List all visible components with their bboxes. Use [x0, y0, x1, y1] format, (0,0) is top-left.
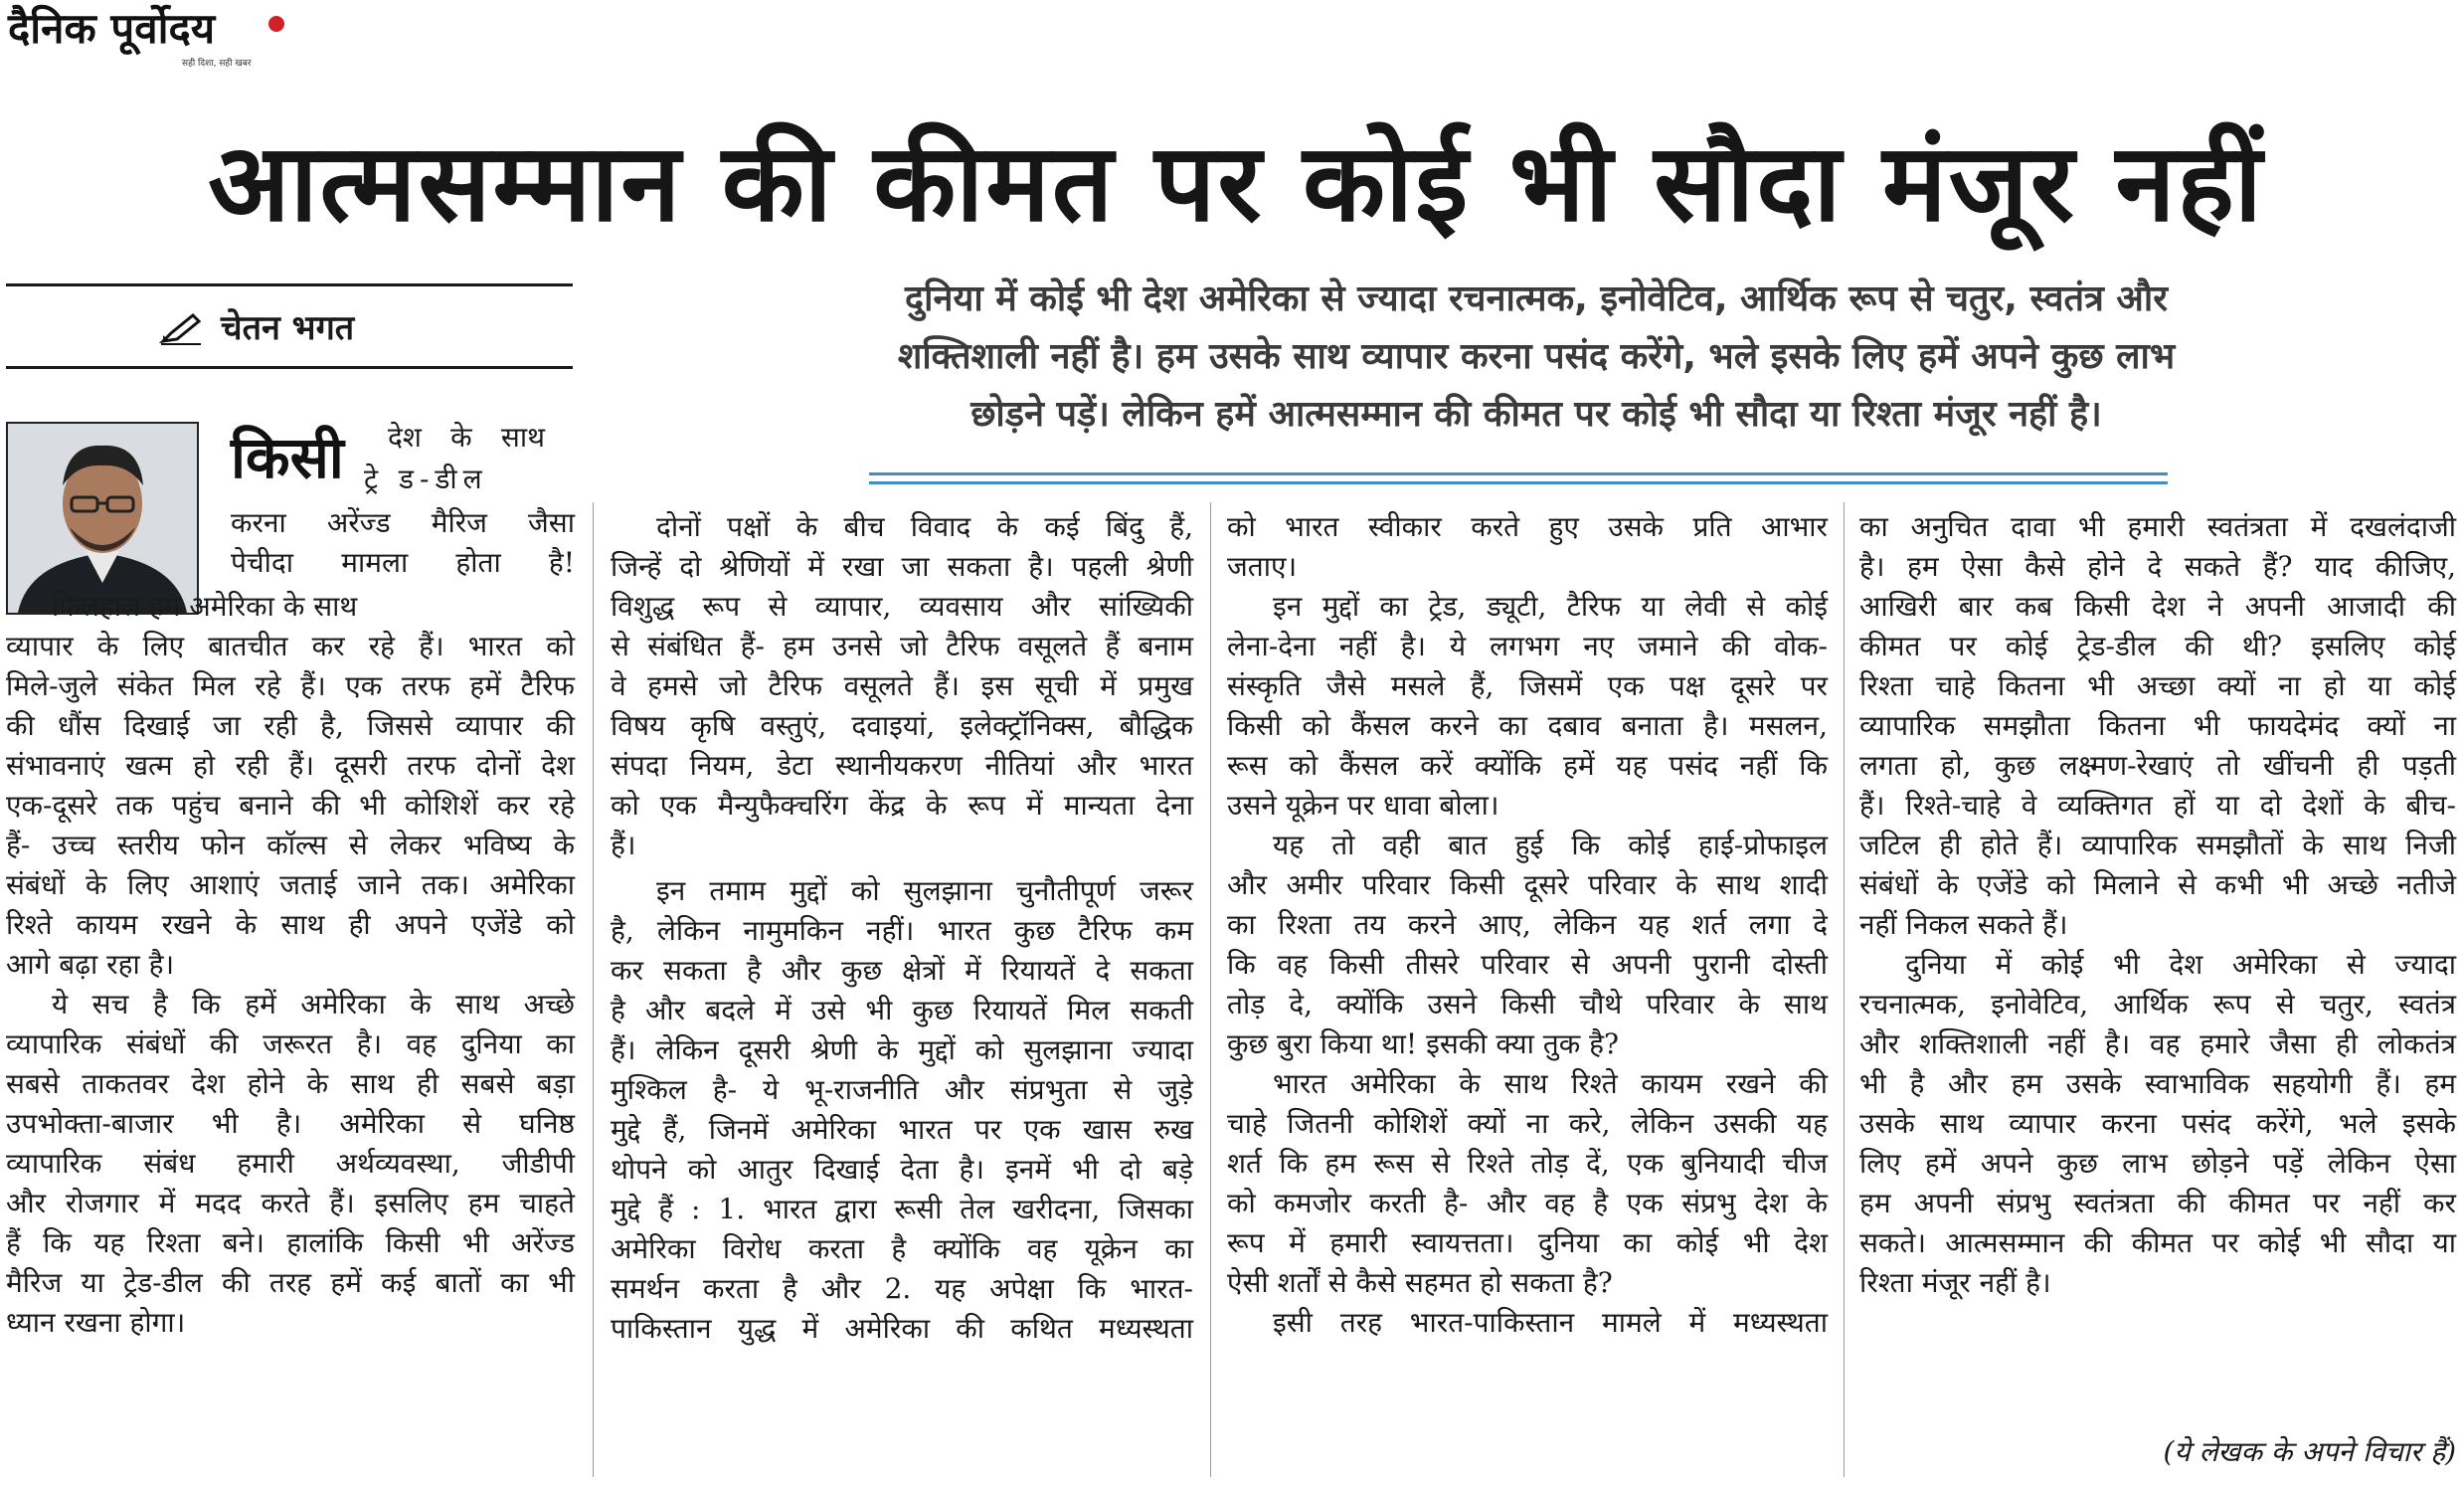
- standfirst-line: दुनिया में कोई भी देश अमेरिका से ज्यादा रचनात्मक, इनोवेटिव, आर्थिक रूप से चतुर, स्वतंत्र और: [905, 278, 2168, 319]
- article-line: व्यापारिक संबंधों की जरूरत है। वह दुनिया का: [6, 1027, 575, 1060]
- column-divider: [1210, 502, 1211, 1477]
- article-line: उपभोक्ता-बाजार भी है। अमेरिका से घनिष्ठ: [6, 1107, 575, 1140]
- article-line: उसने यूक्रेन पर धावा बोला।: [1227, 789, 1499, 822]
- column-divider: [593, 502, 594, 1477]
- article-line: कि वह किसी तीसरे परिवार से अपनी पुरानी दोस्ती: [1227, 948, 1828, 981]
- article-line: संपदा नियम, डेटा स्थानीयकरण नीतियां और भारत: [611, 749, 1193, 782]
- article-line: की धौंस दिखाई जा रही है, जिससे व्यापार की: [6, 709, 575, 742]
- standfirst-rule: [869, 472, 2168, 475]
- article-line: का रिश्ता तय करने आए, लेकिन यह शर्त लगा दे: [1227, 908, 1828, 941]
- article-line: हैं कि यह रिश्ता बने। हालांकि किसी भी अरेंज्ड: [6, 1226, 575, 1259]
- article-line: का अनुचित दावा भी हमारी स्वतंत्रता में दखलंदाजी: [1859, 510, 2456, 543]
- article-line: संबंधों के लिए आशाएं जताई जाने तक। अमेरिका: [6, 868, 575, 901]
- article-line: है। हम ऐसा कैसे होने दे सकते हैं? याद कीजिए,: [1859, 550, 2456, 583]
- article-line: ये सच है कि हमें अमेरिका के साथ अच्छे: [52, 988, 575, 1021]
- article-line: किसी को कैंसल करने का दबाव बनाता है। मसलन,: [1227, 709, 1828, 742]
- article-line: ऐसी शर्तों से कैसे सहमत हो सकता है?: [1227, 1266, 1613, 1299]
- lead-word: किसी: [231, 424, 344, 491]
- byline-bottom-rule: [6, 366, 573, 369]
- article-line: कुछ बुरा किया था! इसकी क्या तुक है?: [1227, 1027, 1620, 1060]
- article-line: भारत अमेरिका के साथ रिश्ते कायम रखने की: [1273, 1067, 1828, 1100]
- article-line: उसके साथ व्यापार करना पसंद करेंगे, भले इसके: [1859, 1107, 2456, 1140]
- article-line: रिश्ते कायम रखने के साथ ही अपने एजेंडे को: [6, 908, 575, 941]
- article-line: इन तमाम मुद्दों को सुलझाना चुनौतीपूर्ण जरूर: [656, 874, 1193, 907]
- article-line: रूप में हमारी स्वायत्तता। दुनिया का कोई भी देश: [1227, 1226, 1828, 1259]
- article-line: फिलहाल हम अमेरिका के साथ: [52, 590, 358, 623]
- article-line: भी है और हम उसके स्वाभाविक सहयोगी हैं। हम: [1859, 1067, 2456, 1100]
- article-line: हैं।: [611, 829, 636, 861]
- article-line: कीमत पर कोई ट्रेड-डील की थी? इसलिए कोई: [1859, 630, 2456, 662]
- lead-line: पेचीदा मामला होता है!: [231, 546, 575, 579]
- article-line: संभावनाएं खत्म हो रही हैं। दूसरी तरफ दोनों देश: [6, 749, 575, 782]
- article-line: को एक मैन्युफैक्चरिंग केंद्र के रूप में मान्यता देना: [611, 789, 1193, 822]
- article-line: सबसे ताकतवर देश होने के साथ ही सबसे बड़ा: [6, 1067, 575, 1100]
- masthead-logo: [8, 6, 306, 76]
- article-line: एक-दूसरे तक पहुंच बनाने की भी कोशिशें कर रहे: [6, 789, 575, 822]
- logo-dot-icon: [268, 16, 284, 32]
- article-line: जिन्हें दो श्रेणियों में रखा जा सकता है। पहली श्रेणी: [611, 550, 1193, 583]
- article-line: पाकिस्तान युद्ध में अमेरिका की कथित मध्यस्थता: [611, 1312, 1193, 1345]
- article-line: इसी तरह भारत-पाकिस्तान मामले में मध्यस्थता: [1273, 1306, 1828, 1339]
- article-line: हैं- उच्च स्तरीय फोन कॉल्स से लेकर भविष्य के: [6, 829, 575, 861]
- article-line: तोड़ दे, क्योंकि उसने किसी चौथे परिवार के साथ: [1227, 988, 1828, 1021]
- article-line: आखिरी बार कब किसी देश ने अपनी आजादी की: [1859, 590, 2456, 623]
- article-headline: आत्मसम्मान की कीमत पर कोई भी सौदा मंजूर नहीं: [208, 121, 2264, 246]
- lead-line: करना अरेंज्ड मैरिज जैसा: [231, 506, 575, 539]
- article-line: आगे बढ़ा रहा है।: [6, 948, 175, 981]
- article-line: संस्कृति जैसे मसले हैं, जिसमें एक पक्ष दूसरे पर: [1227, 669, 1828, 702]
- article-line: वे हमसे जो टैरिफ वसूलते हैं। इस सूची में प्रमुख: [611, 669, 1193, 702]
- article-line: लेना-देना नहीं है। ये लगभग नए जमाने की वोक-: [1227, 630, 1828, 662]
- article-line: व्यापारिक संबंध हमारी अर्थव्यवस्था, जीडीपी: [6, 1147, 575, 1180]
- author-name: चेतन भगत: [221, 308, 355, 348]
- article-line: लिए हमें अपने कुछ लाभ छोड़ने पड़ें लेकिन ऐसा: [1859, 1147, 2456, 1180]
- article-line: कर सकता है और कुछ क्षेत्रों में रियायतें दे सकता: [611, 954, 1193, 987]
- article-line: नहीं निकल सकते हैं।: [1859, 908, 2068, 941]
- article-line: अमेरिका विरोध करता है क्योंकि वह यूक्रेन का: [611, 1232, 1193, 1265]
- lead-side-line: देश के साथ: [388, 421, 545, 454]
- article-line: लगता हो, कुछ लक्ष्मण-रेखाएं तो खींचनी ही पड़ती: [1859, 749, 2456, 782]
- byline: [159, 303, 354, 353]
- standfirst-rule: [869, 481, 2168, 484]
- article-line: रचनात्मक, इनोवेटिव, आर्थिक रूप से चतुर, स्वतंत्र: [1859, 988, 2456, 1021]
- article-line: समर्थन करता है और 2. यह अपेक्षा कि भारत-: [611, 1272, 1193, 1305]
- newspaper-tagline: सही दिशा, सही खबर: [182, 59, 252, 69]
- article-line: मुद्दे हैं, जिनमें अमेरिका भारत पर एक खास रुख: [611, 1113, 1193, 1146]
- article-line: विषय कृषि वस्तुएं, दवाइयां, इलेक्ट्रॉनिक्स, बौद्धिक: [611, 709, 1193, 742]
- article-line: दोनों पक्षों के बीच विवाद के कई बिंदु हैं,: [656, 510, 1193, 543]
- article-line: चाहे जितनी कोशिशें क्यों ना करे, लेकिन उसकी यह: [1227, 1107, 1828, 1140]
- article-line: व्यापार के लिए बातचीत कर रहे हैं। भारत को: [6, 630, 575, 662]
- article-line: है, लेकिन नामुमकिन नहीं। भारत कुछ टैरिफ कम: [611, 914, 1193, 947]
- article-line: मैरिज या ट्रेड-डील की तरह हमें कई बातों का भी: [6, 1266, 575, 1299]
- article-line: जताए।: [1227, 550, 1298, 583]
- article-line: विशुद्ध रूप से व्यापार, व्यवसाय और सांख्यिकी: [611, 590, 1193, 623]
- author-portrait: [8, 424, 197, 613]
- author-disclaimer: (ये लेखक के अपने विचार हैं): [2163, 1435, 2456, 1468]
- standfirst-line: छोड़ने पड़ें। लेकिन हमें आत्मसम्मान की कीमत पर कोई भी सौदा या रिश्ता मंजूर नहीं है।: [970, 394, 2102, 435]
- article-column-1: [6, 587, 575, 1343]
- article-line: और अमीर परिवार किसी दूसरे परिवार के साथ शादी: [1227, 868, 1828, 901]
- newspaper-name: दैनिक पूर्वोदय: [8, 4, 216, 53]
- article-column-3: [1227, 507, 1828, 1343]
- article-line: हैं। रिश्ते-चाहे वे व्यक्तिगत हों या दो देशों के बीच-: [1859, 789, 2456, 822]
- standfirst-line: शक्तिशाली नहीं है। हम उसके साथ व्यापार करना पसंद करेंगे, भले इसके लिए हमें अपने कुछ लाभ: [897, 336, 2176, 377]
- article-line: ध्यान रखना होगा।: [6, 1306, 186, 1339]
- article-line: मुद्दे हैं : 1. भारत द्वारा रूसी तेल खरीदना, जिसका: [611, 1193, 1193, 1225]
- column-divider: [1844, 502, 1845, 1477]
- article-line: हैं। लेकिन दूसरी श्रेणी के मुद्दों को सुलझाना ज्यादा: [611, 1033, 1193, 1066]
- article-line: और रोजगार में मदद करते हैं। इसलिए हम चाहते: [6, 1187, 575, 1219]
- article-line: संबंधों के एजेंडे को मिलाने से कभी भी अच्छे नतीजे: [1859, 868, 2456, 901]
- article-line: और शक्तिशाली नहीं है। वह हमारे जैसा ही लोकतंत्र: [1859, 1027, 2456, 1060]
- article-line: मुश्किल है- ये भू-राजनीति और संप्रभुता से जुड़े: [611, 1073, 1193, 1106]
- article-line: इन मुद्दों का ट्रेड, ड्यूटी, टैरिफ या लेवी से कोई: [1273, 590, 1828, 623]
- article-line: हम अपनी संप्रभु स्वतंत्रता की कीमत पर नहीं कर: [1859, 1187, 2456, 1219]
- lead-side-line: ट्रे ड-डील: [364, 463, 488, 495]
- article-line: रूस को कैंसल करें क्योंकि हमें यह पसंद नहीं कि: [1227, 749, 1828, 782]
- article-column-2: [611, 507, 1193, 1349]
- article-line: से संबंधित हैं- हम उनसे जो टैरिफ वसूलते हैं बनाम: [611, 630, 1193, 662]
- article-line: को भारत स्वीकार करते हुए उसके प्रति आभार: [1227, 510, 1828, 543]
- pen-writing-icon: [159, 311, 203, 345]
- article-line: को कमजोर करती है- और वह है एक संप्रभु देश के: [1227, 1187, 1828, 1219]
- article-line: रिश्ता चाहे कितना भी अच्छा क्यों ना हो या कोई: [1859, 669, 2456, 702]
- standfirst: [676, 271, 2396, 444]
- article-column-4: [1859, 507, 2456, 1303]
- article-line: मिले-जुले संकेत मिल रहे हैं। एक तरफ हमें टैरिफ: [6, 669, 575, 702]
- article-line: जटिल ही होते हैं। व्यापारिक समझौतों के साथ निजी: [1859, 829, 2456, 861]
- article-line: सकते। आत्मसम्मान की कीमत पर कोई भी सौदा या: [1859, 1226, 2456, 1259]
- article-line: दुनिया में कोई भी देश अमेरिका से ज्यादा: [1905, 948, 2456, 981]
- article-line: शर्त कि हम रूस से रिश्ते तोड़ दें, एक बुनियादी चीज: [1227, 1147, 1828, 1180]
- article-line: है और बदले में उसे भी कुछ रियायतें मिल सकती: [611, 994, 1193, 1026]
- article-line: यह तो वही बात हुई कि कोई हाई-प्रोफाइल: [1273, 829, 1828, 861]
- author-photo: [6, 422, 199, 615]
- article-line: रिश्ता मंजूर नहीं है।: [1859, 1266, 2051, 1299]
- article-line: व्यापारिक समझौता कितना भी फायदेमंद क्यों ना: [1859, 709, 2456, 742]
- byline-top-rule: [6, 283, 573, 286]
- article-line: थोपने को आतुर दिखाई देता है। इनमें भी दो बड़े: [611, 1153, 1193, 1186]
